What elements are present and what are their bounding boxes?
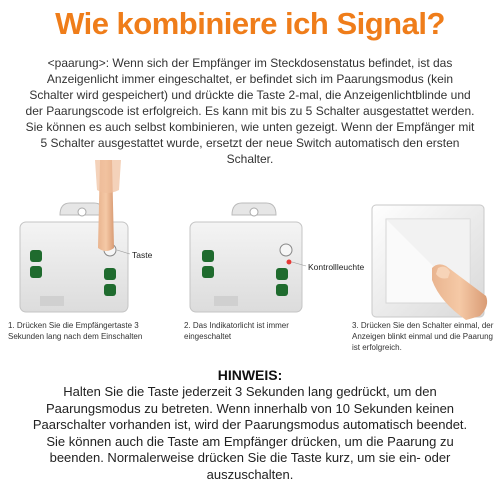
hint-body: Halten Sie die Taste jederzeit 3 Sekunden lang gedrückt, um den Paarungsmodus zu betreten. Wenn innerhalb von 10 Sekunden keinen Paarschalter vorhanden ist, wird der Paarungsmodus automatisch beendet. Sie können auch die Taste am Empfänger drücken, um die Paarung zu beenden. Normalerweise drücken Sie die Taste kurz, um sie ein- oder auszuschalten. (32, 384, 468, 482)
step-3-caption: 3. Drücken Sie den Schalter einmal, der Anzeigen blinkt einmal und die Paarung ist erfolgreich. (352, 321, 494, 352)
receiver-step-2 (190, 203, 302, 312)
intro-paragraph: <paarung>: Wenn sich der Empfänger im Steckdosenstatus befindet, ist das Anzeigenlicht immer eingeschaltet, er befindet sich im Paarungsmodus (kein Schalter wird gespeichert) und drückte die Taste 2-mal, die Anzeigenlichtblinde und der Paarungscode ist erfolgreich. Es kann mit bis zu 5 Schalter ausgestattet werden. Sie können es auch selbst kombinieren, wie unten gezeigt. Wenn der Empfänger mit 5 Schalter ausgestattet wurde, ersetzt der neue Switch automatisch den ersten Schalter. (25, 56, 475, 166)
page-title: Wie kombiniere ich Signal? (55, 6, 445, 41)
step-1-caption: 1. Drücken Sie die Empfängertaste 3 Sekunden lang nach dem Einschalten (8, 321, 143, 341)
label-taste: Taste (132, 250, 153, 260)
step-2-caption: 2. Das Indikatorlicht ist immer eingeschaltet (184, 321, 289, 341)
hint-title: HINWEIS: (217, 367, 283, 383)
label-kontrollleuchte: Kontrollleuchte (308, 262, 365, 272)
